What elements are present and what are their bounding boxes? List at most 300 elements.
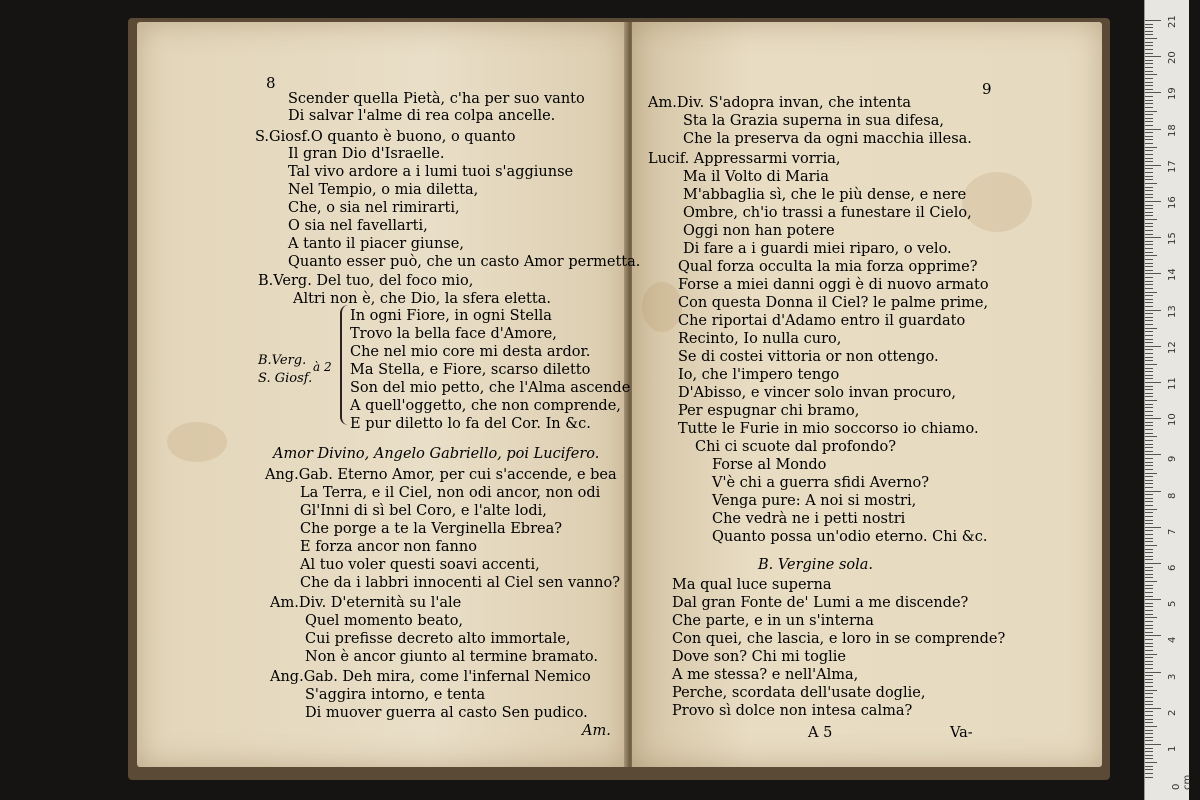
text-line: Ma Stella, e Fiore, scarso diletto	[350, 362, 591, 378]
ruler-tick	[1145, 773, 1153, 774]
ruler-tick	[1145, 465, 1153, 466]
ruler-tick	[1145, 577, 1153, 578]
text-line: S.Giosf.O quanto è buono, o quanto	[255, 129, 516, 145]
ruler-tick	[1145, 483, 1153, 484]
ruler-tick	[1145, 378, 1153, 379]
ruler-tick	[1145, 415, 1153, 416]
ruler-tick	[1145, 567, 1153, 568]
ruler-label: 6	[1167, 564, 1178, 571]
catchword: Va-	[950, 725, 973, 741]
ruler-tick	[1145, 748, 1153, 749]
ruler-tick	[1145, 643, 1153, 644]
ruler-tick	[1145, 545, 1157, 546]
ruler-tick	[1145, 733, 1153, 734]
ruler-label: 11	[1167, 377, 1178, 390]
ruler-tick	[1145, 313, 1153, 314]
ruler-tick	[1145, 400, 1157, 401]
ruler-tick	[1145, 480, 1153, 481]
text-line: Quanto esser può, che un casto Amor permetta.	[288, 254, 641, 270]
ruler-tick	[1145, 451, 1153, 452]
ruler-tick	[1145, 722, 1153, 723]
ruler-tick	[1145, 505, 1153, 506]
catchword: Am.	[582, 723, 611, 739]
ruler-tick	[1145, 704, 1153, 705]
ruler-tick	[1145, 444, 1153, 445]
ruler-label: 9	[1167, 456, 1178, 463]
ruler-label: 16	[1167, 196, 1178, 209]
ruler-tick	[1145, 226, 1153, 227]
ruler-tick	[1145, 339, 1153, 340]
ruler-tick	[1145, 650, 1153, 651]
ruler-tick	[1145, 183, 1157, 184]
ruler-tick	[1145, 664, 1153, 665]
ruler-tick	[1145, 668, 1153, 669]
ruler-tick	[1145, 82, 1153, 83]
ruler-tick	[1145, 147, 1157, 148]
ruler-tick	[1145, 726, 1157, 727]
ruler-tick	[1145, 606, 1153, 607]
text-line: Ombre, ch'io trassi a funestare il Cielo,	[683, 205, 972, 221]
ruler-tick	[1145, 27, 1153, 28]
ruler-tick	[1145, 125, 1153, 126]
ruler-tick	[1145, 111, 1157, 112]
ruler-tick	[1145, 697, 1153, 698]
ruler-tick	[1145, 357, 1153, 358]
text-line: Gl'Inni di sì bel Coro, e l'alte lodi,	[300, 503, 547, 519]
ruler-tick	[1145, 693, 1153, 694]
ruler-label: 8	[1167, 492, 1178, 499]
ruler-label: 18	[1167, 123, 1178, 137]
paper-stain	[642, 282, 682, 332]
text-line: Lucif. Appressarmi vorria,	[648, 151, 841, 167]
ruler-tick	[1145, 682, 1153, 683]
ruler-tick	[1145, 241, 1153, 242]
ruler-tick	[1145, 375, 1153, 376]
ruler-tick	[1145, 143, 1153, 144]
text-line: Provo sì dolce non intesa calma?	[672, 703, 913, 719]
ruler-tick	[1145, 172, 1153, 173]
ruler-tick	[1145, 715, 1153, 716]
ruler-tick	[1145, 103, 1153, 104]
ruler-label: 5	[1167, 600, 1178, 608]
text-line: Cui prefisse decreto alto immortale,	[305, 631, 571, 647]
text-line: Recinto, Io nulla curo,	[678, 331, 842, 347]
text-line: Quanto possa un'odio eterno. Chi &c.	[712, 529, 988, 545]
ruler-tick	[1145, 53, 1153, 54]
ruler-tick	[1145, 751, 1153, 752]
text-line: Che riportai d'Adamo entro il guardato	[678, 313, 966, 329]
ruler-tick	[1145, 433, 1153, 434]
ruler-tick	[1145, 758, 1153, 759]
text-line: Che parte, e in un s'interna	[672, 613, 874, 629]
ruler-tick	[1145, 617, 1157, 618]
text-line: Quel momento beato,	[305, 613, 464, 629]
ruler-tick	[1145, 60, 1153, 61]
ruler-tick	[1145, 223, 1153, 224]
ruler-tick	[1145, 132, 1153, 133]
ruler-tick	[1145, 197, 1153, 198]
measurement-ruler	[1144, 0, 1193, 800]
ruler-label: 20	[1167, 51, 1178, 65]
text-line: E pur diletto lo fa del Cor. In &c.	[350, 416, 591, 432]
text-line: Con quei, che lascia, e loro in se comprende?	[672, 631, 1006, 647]
ruler-tick	[1145, 476, 1153, 477]
ruler-tick	[1145, 769, 1153, 770]
ruler-tick	[1145, 266, 1153, 267]
ruler-tick	[1145, 498, 1153, 499]
text-line: Che da i labbri innocenti al Ciel sen vanno?	[300, 575, 621, 591]
ruler-tick	[1145, 473, 1157, 474]
ruler-tick	[1145, 610, 1153, 611]
ruler-tick	[1145, 382, 1161, 383]
ruler-tick	[1145, 621, 1153, 622]
text-line: Che la preserva da ogni macchia illesa.	[683, 131, 972, 147]
ruler-tick	[1145, 158, 1153, 159]
ruler-tick	[1145, 208, 1153, 209]
ruler-tick	[1145, 96, 1153, 97]
text-line: Venga pure: A noi si mostri,	[712, 493, 917, 509]
ruler-tick	[1145, 592, 1153, 593]
ruler-tick	[1145, 212, 1153, 213]
signature-mark: A 5	[808, 725, 833, 741]
ruler-tick	[1145, 205, 1153, 206]
text-line: B.Verg. Del tuo, del foco mio,	[258, 273, 474, 289]
text-line: Qual forza occulta la mia forza opprime?	[678, 259, 978, 275]
ruler-tick	[1145, 187, 1153, 188]
ruler-tick	[1145, 393, 1153, 394]
text-line: Dal gran Fonte de' Lumi a me discende?	[672, 595, 969, 611]
ruler-tick	[1145, 270, 1153, 271]
ruler-tick	[1145, 389, 1153, 390]
page-number: 8	[266, 74, 276, 92]
ruler-tick	[1145, 360, 1153, 361]
ruler-tick	[1145, 42, 1153, 43]
ruler-tick	[1145, 346, 1161, 347]
ruler-tick	[1145, 263, 1153, 264]
ruler-tick	[1145, 523, 1153, 524]
ruler-tick	[1145, 118, 1153, 119]
ruler-unit: 0 cm	[1171, 774, 1193, 790]
ruler-tick	[1145, 657, 1153, 658]
ruler-tick	[1145, 574, 1153, 575]
ruler-tick	[1145, 552, 1153, 553]
text-line: Io, che l'impero tengo	[678, 367, 840, 383]
ruler-tick	[1145, 237, 1161, 238]
text-line: S'aggira intorno, e tenta	[305, 687, 486, 703]
ruler-tick	[1145, 690, 1157, 691]
ruler-tick	[1145, 234, 1153, 235]
ruler-tick	[1145, 701, 1153, 702]
ruler-tick	[1145, 570, 1153, 571]
ruler-tick	[1145, 422, 1153, 423]
text-line: Che, o sia nel rimirarti,	[288, 200, 460, 216]
ruler-tick	[1145, 288, 1153, 289]
ruler-tick	[1145, 596, 1153, 597]
ruler-tick	[1145, 501, 1153, 502]
text-line: In ogni Fiore, in ogni Stella	[350, 308, 552, 324]
ruler-tick	[1145, 299, 1153, 300]
ruler-label: 15	[1167, 232, 1178, 246]
text-line: Dove son? Chi mi toglie	[672, 649, 846, 665]
ruler-tick	[1145, 320, 1153, 321]
ruler-tick	[1145, 24, 1153, 25]
text-line: Nel Tempio, o mia diletta,	[288, 182, 479, 198]
text-line: Oggi non han potere	[683, 223, 835, 239]
ruler-tick	[1145, 396, 1153, 397]
ruler-tick	[1145, 491, 1161, 492]
ruler-tick	[1145, 349, 1153, 350]
ruler-tick	[1145, 585, 1153, 586]
ruler-tick	[1145, 63, 1153, 64]
ruler-tick	[1145, 168, 1153, 169]
ruler-tick	[1145, 418, 1161, 419]
ruler-tick	[1145, 632, 1153, 633]
ruler-tick	[1145, 654, 1157, 655]
text-line: Di fare a i guardi miei riparo, o velo.	[683, 241, 952, 257]
duet-label: à 2	[313, 360, 332, 374]
ruler-tick	[1145, 440, 1153, 441]
ruler-tick	[1145, 364, 1157, 365]
ruler-tick	[1145, 628, 1153, 629]
ruler-label: 13	[1167, 304, 1178, 318]
ruler-tick	[1145, 219, 1157, 220]
text-line: A me stessa? e nell'Alma,	[672, 667, 859, 683]
ruler-tick	[1145, 512, 1153, 513]
ruler-tick	[1145, 45, 1153, 46]
ruler-tick	[1145, 462, 1153, 463]
ruler-tick	[1145, 469, 1153, 470]
ruler-tick	[1145, 292, 1157, 293]
text-line: Son del mio petto, che l'Alma ascende	[350, 380, 631, 396]
ruler-tick	[1145, 92, 1161, 93]
ruler-tick	[1145, 317, 1153, 318]
ruler-tick	[1145, 49, 1153, 50]
ruler-tick	[1145, 114, 1153, 115]
ruler-tick	[1145, 534, 1153, 535]
ruler-tick	[1145, 56, 1161, 57]
text-line: Il gran Dio d'Israelle.	[288, 146, 445, 162]
text-line: A tanto il piacer giunse,	[288, 236, 464, 252]
ruler-tick	[1145, 639, 1153, 640]
ruler-tick	[1145, 150, 1153, 151]
scene-heading: B. Vergine sola.	[758, 557, 874, 573]
ruler-label: 1	[1167, 745, 1178, 752]
text-line: Non è ancor giunto al termine bramato.	[305, 649, 599, 665]
speaker-label: S. Giosf.	[258, 371, 313, 386]
text-line: Scender quella Pietà, c'ha per suo vanto	[288, 91, 585, 107]
ruler-tick	[1145, 71, 1153, 72]
ruler-tick	[1145, 273, 1161, 274]
ruler-tick	[1145, 230, 1153, 231]
ruler-tick	[1145, 556, 1153, 557]
ruler-tick	[1145, 646, 1153, 647]
text-line: Sta la Grazia superna in sua difesa,	[683, 113, 944, 129]
ruler-tick	[1145, 281, 1153, 282]
ruler-tick	[1145, 407, 1153, 408]
ruler-label: 14	[1167, 268, 1178, 282]
text-line: E forza ancor non fanno	[300, 539, 477, 555]
ruler-tick	[1145, 494, 1153, 495]
ruler-tick	[1145, 302, 1153, 303]
ruler-tick	[1145, 404, 1153, 405]
ruler-tick	[1145, 614, 1153, 615]
ruler-tick	[1145, 603, 1153, 604]
ruler-tick	[1145, 516, 1153, 517]
ruler-tick	[1145, 599, 1161, 600]
ruler-label: 21	[1167, 15, 1178, 28]
ruler-tick	[1145, 509, 1157, 510]
ruler-tick	[1145, 38, 1157, 39]
ruler-tick	[1145, 74, 1157, 75]
ruler-tick	[1145, 194, 1153, 195]
ruler-tick	[1145, 85, 1153, 86]
ruler-tick	[1145, 625, 1153, 626]
ruler-tick	[1145, 675, 1153, 676]
ruler-tick	[1145, 255, 1157, 256]
ruler-tick	[1145, 661, 1153, 662]
text-line: Chi ci scuote dal profondo?	[695, 439, 897, 455]
ruler-tick	[1145, 458, 1153, 459]
speaker-label: B.Verg.	[258, 353, 307, 368]
text-line: Di muover guerra al casto Sen pudico.	[305, 705, 588, 721]
ruler-tick	[1145, 335, 1153, 336]
paper-stain	[962, 172, 1032, 232]
text-line: Forse al Mondo	[712, 457, 827, 473]
ruler-tick	[1145, 371, 1153, 372]
ruler-tick	[1145, 588, 1153, 589]
ruler-tick	[1145, 581, 1157, 582]
ruler-tick	[1145, 121, 1153, 122]
paper-stain	[167, 422, 227, 462]
ruler-tick	[1145, 719, 1153, 720]
ruler-tick	[1145, 201, 1161, 202]
ruler-tick	[1145, 89, 1153, 90]
ruler-tick	[1145, 310, 1161, 311]
text-line: Che nel mio core mi desta ardor.	[350, 344, 591, 360]
ruler-tick	[1145, 129, 1161, 130]
ruler-tick	[1145, 259, 1153, 260]
ruler-tick	[1145, 78, 1153, 79]
ruler-tick	[1145, 737, 1153, 738]
ruler-tick	[1145, 454, 1161, 455]
ruler-tick	[1145, 672, 1161, 673]
ruler-tick	[1145, 67, 1153, 68]
ruler-tick	[1145, 252, 1153, 253]
ruler-tick	[1145, 368, 1153, 369]
text-line: Ang.Gab. Deh mira, come l'infernal Nemico	[270, 669, 591, 685]
ruler-tick	[1145, 215, 1153, 216]
ruler-tick	[1145, 766, 1153, 767]
ruler-label: 19	[1167, 87, 1178, 101]
ruler-tick	[1145, 328, 1157, 329]
text-line: Trovo la bella face d'Amore,	[350, 326, 557, 342]
text-line: M'abbaglia sì, che le più dense, e nere	[683, 187, 967, 203]
ruler-tick	[1145, 248, 1153, 249]
text-line: Perche, scordata dell'usate doglie,	[672, 685, 926, 701]
ruler-tick	[1145, 487, 1153, 488]
ruler-tick	[1145, 353, 1153, 354]
ruler-tick	[1145, 386, 1153, 387]
ruler-tick	[1145, 176, 1153, 177]
ruler-tick	[1145, 538, 1153, 539]
text-line: Am.Div. S'adopra invan, che intenta	[648, 95, 912, 111]
ruler-tick	[1145, 277, 1153, 278]
ruler-tick	[1145, 324, 1153, 325]
ruler-tick	[1145, 165, 1161, 166]
text-line: Am.Div. D'eternità su l'ale	[270, 595, 462, 611]
text-line: Al tuo voler questi soavi accenti,	[300, 557, 540, 573]
text-line: Altri non è, che Dio, la sfera eletta.	[293, 291, 551, 307]
ruler-label: 7	[1167, 528, 1178, 535]
text-line: Che porge a te la Verginella Ebrea?	[300, 521, 563, 537]
ruler-label: 10	[1167, 413, 1178, 427]
ruler-tick	[1145, 563, 1161, 564]
ruler-label: 17	[1167, 160, 1178, 173]
ruler-tick	[1145, 284, 1153, 285]
ruler-tick	[1145, 425, 1153, 426]
text-line: La Terra, e il Ciel, non odi ancor, non odi	[300, 485, 601, 501]
ruler-tick	[1145, 342, 1153, 343]
ruler-label: 2	[1167, 709, 1178, 716]
ruler-tick	[1145, 447, 1153, 448]
scene-heading: Amor Divino, Angelo Gabriello, poi Lucifero.	[273, 446, 600, 462]
ruler-tick	[1145, 520, 1153, 521]
ruler-tick	[1145, 161, 1153, 162]
text-line: Forse a miei danni oggi è di nuovo armato	[678, 277, 989, 293]
text-line: A quell'oggetto, che non comprende,	[350, 398, 621, 414]
ruler-tick	[1145, 139, 1153, 140]
ruler-tick	[1145, 755, 1153, 756]
ruler-tick	[1145, 179, 1153, 180]
ruler-tick	[1145, 331, 1153, 332]
ruler-tick	[1145, 635, 1161, 636]
text-line: Di salvar l'alme di rea colpa ancelle.	[288, 108, 556, 124]
ruler-tick	[1145, 686, 1153, 687]
ruler-tick	[1145, 20, 1161, 21]
ruler-tick	[1145, 429, 1153, 430]
ruler-label: 12	[1167, 341, 1178, 354]
text-line: Per espugnar chi bramo,	[678, 403, 860, 419]
ruler-tick	[1145, 244, 1153, 245]
text-line: Se di costei vittoria or non ottengo.	[678, 349, 939, 365]
ruler-tick	[1145, 295, 1153, 296]
ruler-tick	[1145, 34, 1153, 35]
ruler-tick	[1145, 527, 1161, 528]
ruler-tick	[1145, 711, 1153, 712]
ruler-tick	[1145, 530, 1153, 531]
text-line: Ma il Volto di Maria	[683, 169, 829, 185]
ruler-tick	[1145, 154, 1153, 155]
ruler-tick	[1145, 744, 1161, 745]
ruler-tick	[1145, 100, 1153, 101]
ruler-tick	[1145, 306, 1153, 307]
ruler-tick	[1145, 411, 1153, 412]
ruler-tick	[1145, 136, 1153, 137]
ruler-tick	[1145, 107, 1153, 108]
ruler-tick	[1145, 730, 1153, 731]
text-line: Che vedrà ne i petti nostri	[712, 511, 906, 527]
page-number: 9	[982, 80, 992, 98]
text-line: O sia nel favellarti,	[288, 218, 428, 234]
text-line: Tutte le Furie in mio soccorso io chiamo.	[678, 421, 979, 437]
text-line: Con questa Donna il Ciel? le palme prime,	[678, 295, 989, 311]
ruler-tick	[1145, 762, 1157, 763]
ruler-tick	[1145, 708, 1161, 709]
ruler-tick	[1145, 190, 1153, 191]
ruler-label: 4	[1167, 637, 1178, 644]
ruler-tick	[1145, 679, 1153, 680]
text-line: V'è chi a guerra sfidi Averno?	[712, 475, 929, 491]
